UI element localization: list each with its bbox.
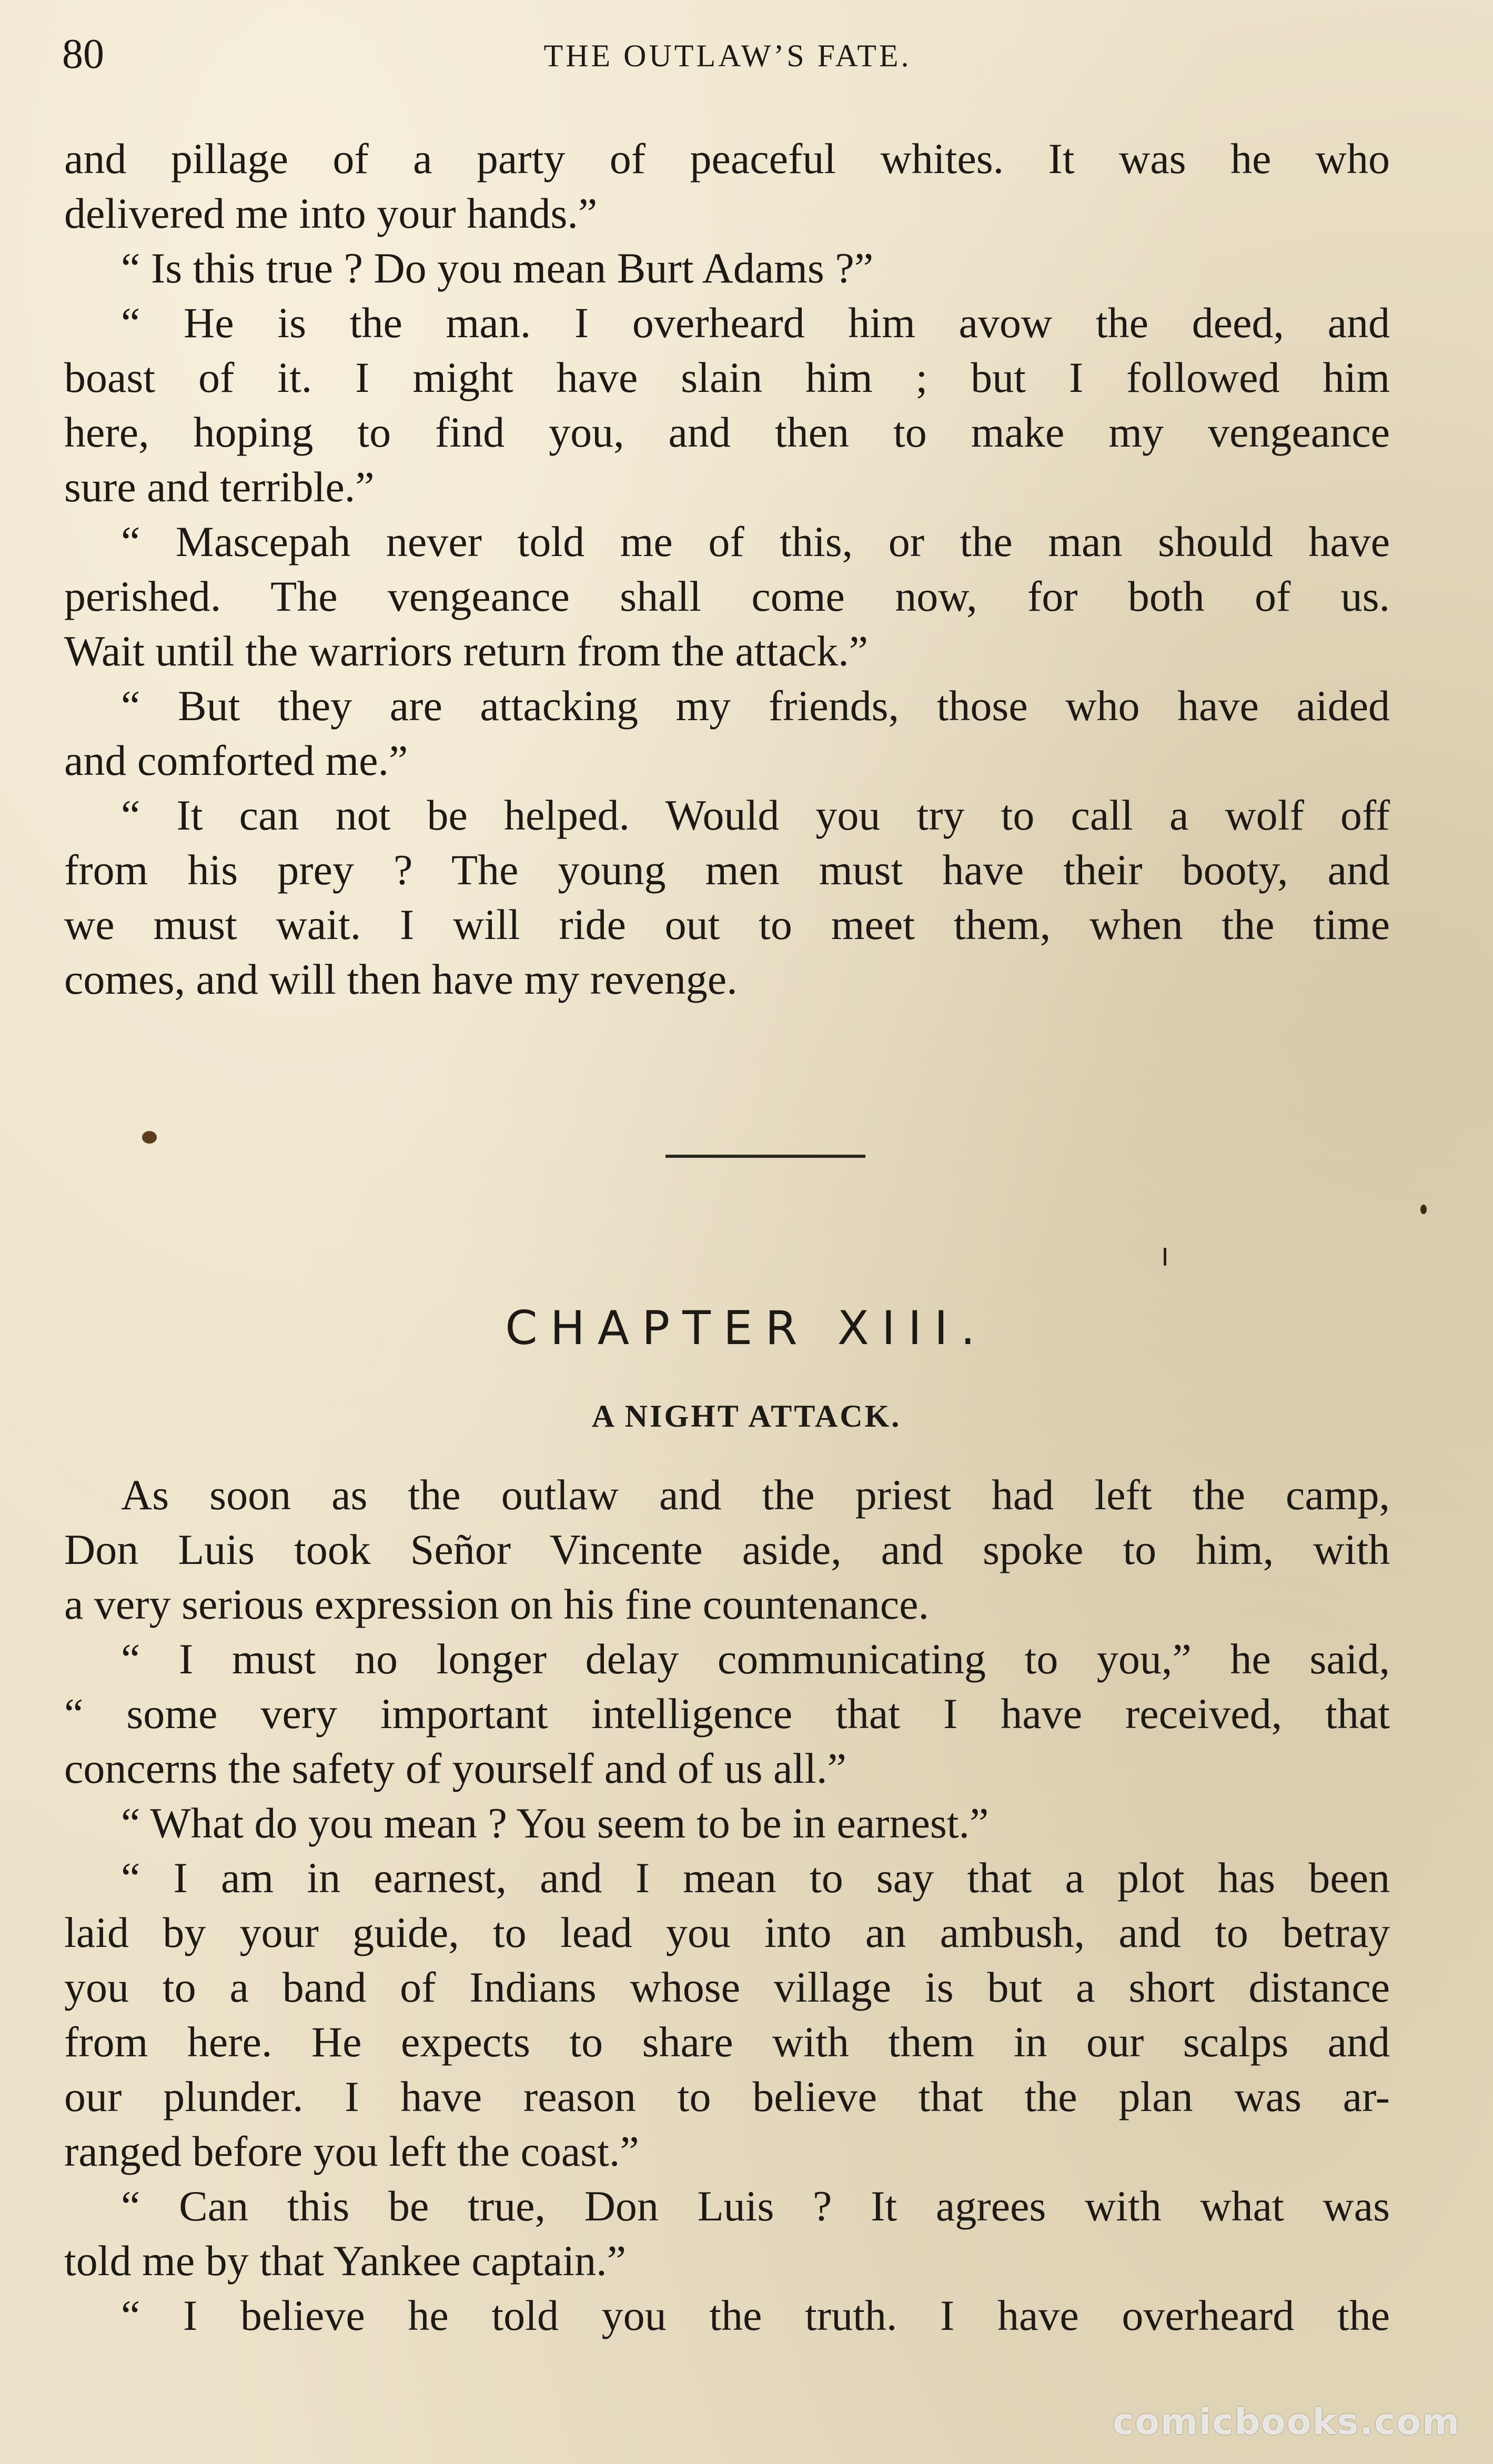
text-line: a very serious expression on his fine countenance. — [64, 1580, 930, 1628]
watermark: comicbooks.com — [1112, 2401, 1460, 2443]
text-line: Wait until the warriors return from the attack.” — [64, 627, 869, 675]
text-line: “ I am in earnest, and I mean to say that a plot has been — [121, 1854, 1390, 1902]
text-line: “ Can this be true, Don Luis ? It agrees with what was — [121, 2182, 1390, 2230]
text-line: “ I must no longer delay communicating to you,” he said, — [121, 1635, 1390, 1683]
text-line: “ It can not be helped. Would you try to call a wolf off — [121, 791, 1390, 839]
body-text-after-chapter — [64, 1468, 1390, 2343]
text-line: delivered me into your hands.” — [64, 189, 598, 237]
text-line: “ some very important intelligence that I have received, that — [64, 1690, 1390, 1738]
paper-blemish — [142, 1131, 157, 1144]
text-line: laid by your guide, to lead you into an ambush, and to betray — [64, 1908, 1390, 1956]
text-line: from here. He expects to share with them in our scalps and — [64, 2018, 1390, 2066]
text-line: “ Mascepah never told me of this, or the man should have — [121, 518, 1390, 565]
section-divider-rule — [665, 1155, 865, 1158]
text-line: concerns the safety of yourself and of us all.” — [64, 1744, 846, 1792]
chapter-heading: CHAPTER XIII. — [505, 1301, 988, 1355]
text-line: we must wait. I will ride out to meet them, when the time — [64, 901, 1390, 948]
running-title: THE OUTLAW’S FATE. — [543, 38, 912, 73]
text-line: here, hoping to find you, and then to make my vengeance — [64, 408, 1390, 456]
text-line: and pillage of a party of peaceful whites. It was he who — [64, 135, 1390, 183]
text-line: “ But they are attacking my friends, those who have aided — [121, 682, 1390, 730]
paper-blemish — [1164, 1248, 1166, 1266]
text-line: perished. The vengeance shall come now, for both of us. — [64, 572, 1390, 620]
text-line: told me by that Yankee captain.” — [64, 2237, 627, 2285]
text-line: you to a band of Indians whose village is but a short distance — [64, 1963, 1390, 2011]
text-line: “ Is this true ? Do you mean Burt Adams ?” — [121, 244, 874, 292]
text-line: sure and terrible.” — [64, 463, 375, 511]
paper-blemish — [1420, 1205, 1427, 1214]
text-line: and comforted me.” — [64, 736, 408, 784]
text-line: ranged before you left the coast.” — [64, 2127, 639, 2175]
text-line: comes, and will then have my revenge. — [64, 955, 738, 1003]
chapter-subtitle: A NIGHT ATTACK. — [591, 1399, 902, 1433]
text-line: “ He is the man. I overheard him avow the deed, and — [121, 299, 1390, 347]
text-line: “ I believe he told you the truth. I have overheard the — [121, 2291, 1390, 2339]
text-line: Don Luis took Señor Vincente aside, and spoke to him, with — [64, 1526, 1390, 1573]
body-text-before-chapter — [64, 132, 1390, 1007]
text-line: boast of it. I might have slain him ; but I followed him — [64, 354, 1390, 401]
text-line: from his prey ? The young men must have their booty, and — [64, 846, 1390, 894]
text-line: As soon as the outlaw and the priest had left the camp, — [121, 1471, 1390, 1519]
text-line: “ What do you mean ? You seem to be in earnest.” — [121, 1799, 989, 1847]
page-number: 80 — [62, 31, 104, 77]
text-line: our plunder. I have reason to believe that the plan was ar- — [64, 2073, 1390, 2120]
running-head — [62, 31, 1393, 78]
